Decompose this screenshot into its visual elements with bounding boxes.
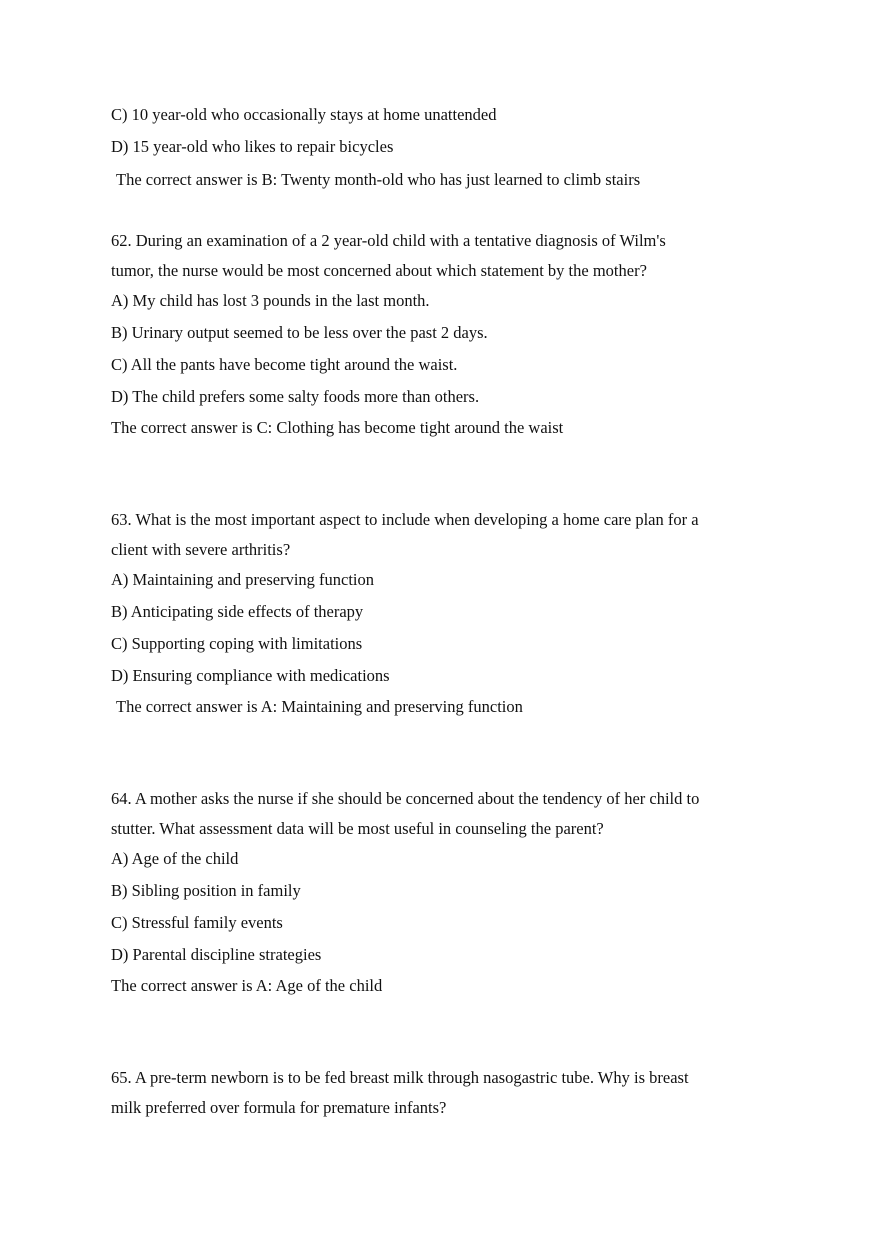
q62-answer: The correct answer is C: Clothing has become tight around the waist (111, 418, 564, 437)
q62-stem-line-2: tumor, the nurse would be most concerned about which statement by the mother? (111, 261, 647, 280)
q61-option-d: D) 15 year-old who likes to repair bicycles (111, 137, 394, 156)
q64-option-d: D) Parental discipline strategies (111, 945, 322, 964)
q63-stem-line-2: client with severe arthritis? (111, 540, 291, 559)
q62-stem-line-1: 62. During an examination of a 2 year-old child with a tentative diagnosis of Wilm's (111, 231, 666, 250)
q65-stem-line-2: milk preferred over formula for premature infants? (111, 1098, 447, 1117)
q63-stem-line-1: 63. What is the most important aspect to include when developing a home care plan for a (111, 510, 699, 529)
q65-stem-line-1: 65. A pre-term newborn is to be fed breast milk through nasogastric tube. Why is breast (111, 1068, 689, 1087)
q64-option-a: A) Age of the child (111, 849, 239, 868)
q62-option-b: B) Urinary output seemed to be less over the past 2 days. (111, 323, 488, 342)
q63-option-a: A) Maintaining and preserving function (111, 570, 375, 589)
q64-stem-line-1: 64. A mother asks the nurse if she should be concerned about the tendency of her child to (111, 789, 700, 808)
q62-option-d: D) The child prefers some salty foods more than others. (111, 387, 480, 406)
q63-option-b: B) Anticipating side effects of therapy (111, 602, 364, 621)
q64-option-b: B) Sibling position in family (111, 881, 301, 900)
q63-option-d: D) Ensuring compliance with medications (111, 666, 390, 685)
q64-stem-line-2: stutter. What assessment data will be most useful in counseling the parent? (111, 819, 604, 838)
q61-answer: The correct answer is B: Twenty month-old who has just learned to climb stairs (116, 170, 641, 189)
q63-option-c: C) Supporting coping with limitations (111, 634, 363, 653)
q62-option-c: C) All the pants have become tight around the waist. (111, 355, 458, 374)
q62-option-a: A) My child has lost 3 pounds in the last month. (111, 291, 430, 310)
q64-option-c: C) Stressful family events (111, 913, 283, 932)
q64-answer: The correct answer is A: Age of the child (111, 976, 383, 995)
q61-option-c: C) 10 year-old who occasionally stays at home unattended (111, 105, 497, 124)
q63-answer: The correct answer is A: Maintaining and preserving function (116, 697, 523, 716)
